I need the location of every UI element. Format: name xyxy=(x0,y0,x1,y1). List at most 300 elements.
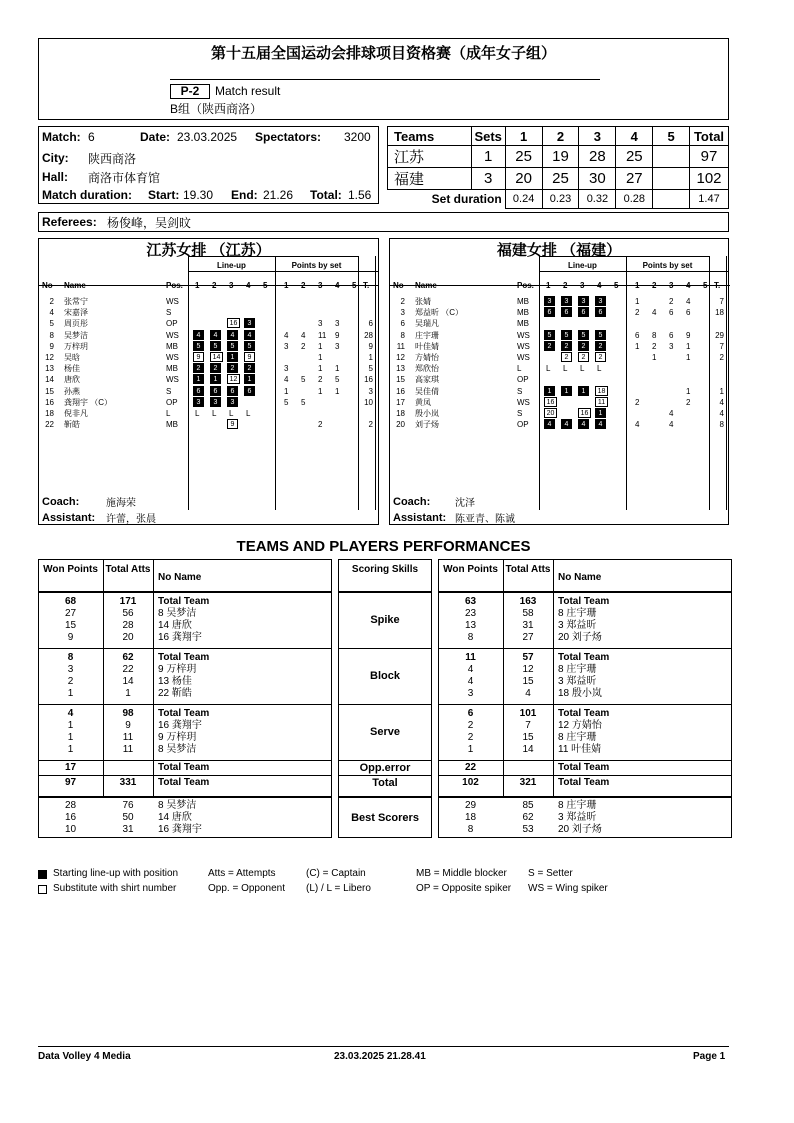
starting-position-mark: 4 xyxy=(561,419,572,429)
player-name: 郑欣怡 xyxy=(415,364,439,374)
sets-header: Sets xyxy=(471,127,505,146)
grid-line xyxy=(38,285,379,286)
set-col-header: 5 xyxy=(263,281,268,290)
player-row xyxy=(38,330,379,341)
player-atts: 15 xyxy=(522,676,534,687)
player-won-points: 8 xyxy=(467,632,474,643)
player-name: 20 刘子炀 xyxy=(558,632,602,643)
player-name: 方婧怡 xyxy=(415,353,439,362)
best-scorer-points: 18 xyxy=(464,812,477,823)
player-row xyxy=(389,363,729,374)
player-row xyxy=(389,419,729,430)
starting-position-mark: 5 xyxy=(544,330,555,340)
player-position: L xyxy=(166,409,171,418)
set-duration-row xyxy=(388,190,729,209)
player-position: MB xyxy=(166,364,178,374)
performances-title: TEAMS AND PLAYERS PERFORMANCES xyxy=(236,538,531,555)
player-number: 18 xyxy=(396,409,405,418)
player-name: 唐欣 xyxy=(64,375,80,385)
total-col-header: T. xyxy=(714,281,721,290)
set1-header: 1 xyxy=(505,127,542,146)
starting-position-mark: 1 xyxy=(544,386,555,396)
starting-position-mark: 4 xyxy=(578,419,589,429)
player-name: 万梓玥 xyxy=(64,341,88,351)
best-scorer-name: 3 郑益昕 xyxy=(558,812,597,823)
player-name: 张婧 xyxy=(415,297,431,306)
pos-header: Pos. xyxy=(166,281,183,290)
player-name: 龚翔宇 （C） xyxy=(64,397,112,407)
total-header: Total xyxy=(690,127,729,146)
player-number: 14 xyxy=(45,375,54,385)
best-scorer-name: 20 刘子炀 xyxy=(558,824,602,835)
libero-mark: L xyxy=(546,364,551,374)
city-value: 陕西商洛 xyxy=(88,152,137,166)
grid-line xyxy=(503,559,504,592)
player-position: WS xyxy=(517,397,530,407)
set-points: 3 xyxy=(335,319,340,329)
starting-position-mark: 6 xyxy=(595,307,606,317)
set-points: 4 xyxy=(669,420,674,430)
player-won-points: 13 xyxy=(464,620,477,631)
set-points: 5 xyxy=(335,375,340,385)
set4-header: 4 xyxy=(616,127,653,146)
set-points: 1 xyxy=(318,353,323,362)
player-name: 9 万梓玥 xyxy=(158,664,197,675)
starting-position-mark: 5 xyxy=(578,330,589,340)
player-number: 9 xyxy=(49,341,54,351)
starting-position-mark: 4 xyxy=(595,419,606,429)
player-position: L xyxy=(517,364,522,374)
player-name: 12 方婧怡 xyxy=(558,720,602,731)
starting-position-mark: 2 xyxy=(578,341,589,351)
grid-line xyxy=(389,285,730,286)
set-points: 9 xyxy=(686,330,691,340)
team-won-points: 11 xyxy=(465,652,476,663)
substitute-mark: 11 xyxy=(595,397,608,407)
libero-mark: L xyxy=(246,409,251,418)
set-points: 3 xyxy=(318,319,323,329)
starting-position-mark: 5 xyxy=(227,341,238,351)
player-number: 20 xyxy=(396,420,405,430)
total-points: 97 xyxy=(64,777,77,788)
team-won-points: 6 xyxy=(467,708,474,719)
set-score: 25 xyxy=(505,146,542,168)
total-team-label: Total Team xyxy=(158,762,210,773)
player-total-points: 5 xyxy=(368,364,373,374)
player-total-points: 3 xyxy=(368,386,373,396)
teamB-assistants: 陈亚青、陈诚 xyxy=(455,514,515,525)
set-col-header: 5 xyxy=(352,281,357,290)
player-row xyxy=(38,307,379,318)
total-team-label: Total Team xyxy=(558,596,610,607)
player-won-points: 4 xyxy=(467,676,474,687)
substitute-mark: 16 xyxy=(544,397,557,407)
teamB-coach: 沈泽 xyxy=(455,498,475,509)
player-name: 刘子炀 xyxy=(415,420,439,430)
footer-divider xyxy=(38,1046,729,1047)
set-score: 19 xyxy=(542,146,579,168)
player-number: 13 xyxy=(45,364,54,374)
hall-label: Hall: xyxy=(42,170,69,184)
set-points: 2 xyxy=(301,341,306,351)
spectators-value: 3200 xyxy=(344,130,371,144)
legend-opp: Opp. = Opponent xyxy=(208,883,286,894)
best-scorer-name: 8 庄宇珊 xyxy=(558,800,597,811)
starting-position-mark: 3 xyxy=(227,397,238,407)
starting-position-mark: 3 xyxy=(193,397,204,407)
player-atts: 22 xyxy=(122,664,134,675)
starting-position-mark: 4 xyxy=(210,330,221,340)
libero-mark: L xyxy=(563,364,568,374)
player-row xyxy=(389,318,729,329)
lineup-header: Line-up xyxy=(568,261,597,270)
player-row xyxy=(389,330,729,341)
set-points: 4 xyxy=(284,330,289,340)
teamB-name: 福建女排 （福建） xyxy=(496,242,622,259)
teamA-coach: 施海荣 xyxy=(106,498,136,509)
player-name: 18 殷小岚 xyxy=(558,688,602,699)
player-atts: 12 xyxy=(522,664,534,675)
substitute-mark: 2 xyxy=(595,352,606,362)
player-atts: 27 xyxy=(522,632,534,643)
best-scorer-atts: 31 xyxy=(122,824,134,835)
total-team-label: Total Team xyxy=(158,652,210,663)
best-scorer-points: 16 xyxy=(64,812,77,823)
teams-header: Teams xyxy=(388,127,472,146)
team-name: 江苏 xyxy=(388,146,472,168)
set-points: 1 xyxy=(318,364,323,374)
player-name: 8 吴梦洁 xyxy=(158,744,197,755)
lineup-header: Line-up xyxy=(217,261,246,270)
libero-mark: L xyxy=(212,409,217,418)
scoring-skills-header: Scoring Skills xyxy=(351,564,419,575)
player-atts: 20 xyxy=(122,632,134,643)
player-number: 16 xyxy=(45,397,54,407)
set-col-header: 4 xyxy=(246,281,251,290)
player-won-points: 2 xyxy=(467,732,474,743)
set-points: 6 xyxy=(686,308,691,318)
grid-line xyxy=(338,775,432,776)
player-number: 3 xyxy=(400,308,405,318)
player-name: 周页彤 xyxy=(64,319,88,329)
player-name: 11 叶佳婧 xyxy=(558,744,602,755)
player-name: 殷小岚 xyxy=(415,409,439,418)
total-col-header: T. xyxy=(363,281,370,290)
starting-position-mark: 6 xyxy=(227,386,238,396)
player-position: WS xyxy=(166,330,179,340)
set-score: 25 xyxy=(542,168,579,190)
player-name: 倪非凡 xyxy=(64,409,88,418)
won-points-header: Won Points xyxy=(443,564,498,575)
starting-position-mark: 1 xyxy=(210,374,221,384)
player-name: 靳皓 xyxy=(64,420,80,430)
set-col-header: 5 xyxy=(614,281,619,290)
set-points: 2 xyxy=(669,297,674,306)
player-name: 高家琪 xyxy=(415,375,439,385)
spectators-label: Spectators: xyxy=(255,130,322,144)
player-name: 杨佳 xyxy=(64,364,80,374)
grid-line xyxy=(438,760,732,761)
set-points: 2 xyxy=(635,308,640,318)
teamA-roster xyxy=(38,238,379,525)
starting-position-mark: 6 xyxy=(544,307,555,317)
set-points: 3 xyxy=(335,341,340,351)
grid-line xyxy=(503,592,504,797)
scoreboard-row-teamB xyxy=(388,168,729,190)
player-number: 4 xyxy=(49,308,54,318)
starting-position-mark: 2 xyxy=(595,341,606,351)
match-number: 6 xyxy=(88,130,95,144)
best-scorers-label: Best Scorers xyxy=(351,812,419,824)
legend-substitute: Substitute with shirt number xyxy=(53,883,177,894)
team-won-points: 63 xyxy=(464,596,477,607)
legend-middle-blocker: MB = Middle blocker xyxy=(416,868,507,879)
teamA-name: 江苏女排 （江苏） xyxy=(146,242,271,259)
player-row xyxy=(38,352,379,363)
player-row xyxy=(38,419,379,430)
set-points: 1 xyxy=(686,386,691,396)
player-position: S xyxy=(517,386,523,396)
scoreboard-table xyxy=(387,126,729,209)
player-total-points: 9 xyxy=(368,341,373,351)
best-scorer-points: 8 xyxy=(467,824,474,835)
total-score: 97 xyxy=(690,146,729,168)
grid-line xyxy=(553,592,554,797)
player-atts: 11 xyxy=(122,732,134,743)
set-col-header: 1 xyxy=(284,281,289,290)
player-won-points: 3 xyxy=(467,688,474,699)
player-number: 17 xyxy=(396,397,405,407)
set-col-header: 2 xyxy=(563,281,568,290)
player-number: 8 xyxy=(400,330,405,340)
grid-line xyxy=(38,704,332,705)
set-col-header: 4 xyxy=(686,281,691,290)
substitute-mark: 9 xyxy=(193,352,204,362)
starting-position-mark: 1 xyxy=(561,386,572,396)
set-points: 9 xyxy=(335,330,340,340)
set-duration xyxy=(653,190,690,209)
start-label: Start: xyxy=(148,188,180,202)
set-col-header: 4 xyxy=(335,281,340,290)
starting-position-mark: 6 xyxy=(193,386,204,396)
set-points: 1 xyxy=(335,364,340,374)
player-position: WS xyxy=(517,341,530,351)
hall-value: 商洛市体育馆 xyxy=(88,171,161,185)
starting-position-mark: 3 xyxy=(595,296,606,306)
substitute-mark: 14 xyxy=(210,352,223,362)
player-name: 吴梦洁 xyxy=(64,330,88,340)
set-points: 4 xyxy=(284,375,289,385)
set-duration: 0.32 xyxy=(579,190,616,209)
player-row xyxy=(389,307,729,318)
set-col-header: 1 xyxy=(635,281,640,290)
starting-position-mark: 2 xyxy=(227,363,238,373)
player-won-points: 1 xyxy=(67,732,74,743)
team-atts: 163 xyxy=(519,596,537,607)
player-row xyxy=(389,374,729,385)
player-row xyxy=(38,341,379,352)
starting-position-mark: 4 xyxy=(544,419,555,429)
libero-mark: L xyxy=(229,409,234,418)
best-scorer-atts: 50 xyxy=(122,812,134,823)
grid-line xyxy=(553,559,554,592)
team-atts: 57 xyxy=(522,652,534,663)
set-duration-label: Set duration xyxy=(388,190,506,209)
grid-line xyxy=(188,256,358,257)
start-value: 19.30 xyxy=(183,188,214,202)
total-team-label: Total Team xyxy=(558,777,610,788)
opp-error-points: 22 xyxy=(464,762,477,773)
player-won-points: 3 xyxy=(67,664,74,675)
set-col-header: 3 xyxy=(580,281,585,290)
pos-header: Pos. xyxy=(517,281,534,290)
player-total-points: 16 xyxy=(364,375,373,385)
player-total-points: 2 xyxy=(719,353,724,362)
best-scorer-atts: 53 xyxy=(522,824,534,835)
no-header: No xyxy=(42,281,53,290)
total-points: 102 xyxy=(462,777,479,788)
team-won-points: 68 xyxy=(64,596,77,607)
substitute-mark: 16 xyxy=(578,408,591,418)
name-header: Name xyxy=(415,281,437,290)
starting-position-mark: 5 xyxy=(595,330,606,340)
player-position: MB xyxy=(517,308,529,318)
scoreboard-header-row xyxy=(388,127,729,146)
player-total-points: 28 xyxy=(364,330,373,340)
player-position: WS xyxy=(517,330,530,340)
player-number: 15 xyxy=(45,386,54,396)
player-number: 2 xyxy=(49,297,54,306)
starting-position-mark: 6 xyxy=(210,386,221,396)
city-label: City: xyxy=(42,151,69,165)
substitute-mark: 18 xyxy=(595,386,608,396)
starting-position-mark: 5 xyxy=(193,341,204,351)
player-name: 13 杨佳 xyxy=(158,676,192,687)
player-row xyxy=(38,318,379,329)
set-score xyxy=(653,168,690,190)
player-name: 8 吴梦洁 xyxy=(158,608,197,619)
set-points: 8 xyxy=(652,330,657,340)
set-score: 28 xyxy=(579,146,616,168)
set-col-header: 2 xyxy=(301,281,306,290)
team-atts: 62 xyxy=(122,652,134,663)
player-number: 8 xyxy=(49,330,54,340)
set-points: 6 xyxy=(635,330,640,340)
player-row xyxy=(38,386,379,397)
set-points: 6 xyxy=(669,330,674,340)
total-team-label: Total Team xyxy=(158,777,210,788)
player-atts: 15 xyxy=(522,732,534,743)
player-atts: 4 xyxy=(525,688,531,699)
set-points: 3 xyxy=(669,341,674,351)
set-col-header: 1 xyxy=(546,281,551,290)
player-number: 18 xyxy=(45,409,54,418)
player-position: S xyxy=(166,308,172,318)
player-row xyxy=(389,296,729,307)
best-scorer-name: 8 吴梦洁 xyxy=(158,800,197,811)
player-won-points: 1 xyxy=(67,688,74,699)
teamA-assistant-label: Assistant: xyxy=(42,512,96,524)
teamA-coach-label: Coach: xyxy=(42,496,80,508)
date-label: Date: xyxy=(140,130,171,144)
referees-names: 杨俊峰，吴剑旼 xyxy=(107,216,192,230)
grid-line xyxy=(539,256,709,257)
player-row xyxy=(38,363,379,374)
referees-label: Referees: xyxy=(42,215,97,229)
player-position: WS xyxy=(166,375,179,385)
footer-page: Page 1 xyxy=(693,1051,726,1062)
opp-error-label: Opp.error xyxy=(359,762,411,774)
player-total-points: 7 xyxy=(719,297,724,306)
player-total-points: 2 xyxy=(368,420,373,430)
teamB-coach-label: Coach: xyxy=(393,496,431,508)
libero-mark: L xyxy=(580,364,585,374)
player-total-points: 6 xyxy=(368,319,373,329)
set-points: 3 xyxy=(284,364,289,374)
best-scorer-atts: 85 xyxy=(522,800,534,811)
set-score: 25 xyxy=(616,146,653,168)
total-score: 102 xyxy=(690,168,729,190)
points-header: Points by set xyxy=(642,261,693,270)
set-points: 1 xyxy=(318,341,323,351)
set-points: 2 xyxy=(318,375,323,385)
set-col-header: 2 xyxy=(212,281,217,290)
player-name: 9 万梓玥 xyxy=(158,732,197,743)
set3-header: 3 xyxy=(579,127,616,146)
player-position: MB xyxy=(166,341,178,351)
player-won-points: 1 xyxy=(467,744,474,755)
substitute-mark: 16 xyxy=(227,318,240,328)
player-name: 孙燕 xyxy=(64,386,80,396)
player-position: OP xyxy=(517,420,529,430)
no-name-header: No Name xyxy=(158,572,202,583)
match-label: Match: xyxy=(42,130,81,144)
total-duration: 1.47 xyxy=(690,190,729,209)
starting-position-mark: 1 xyxy=(227,352,238,362)
player-name: 8 庄宇珊 xyxy=(558,608,597,619)
doc-code: P-2 xyxy=(170,84,210,99)
grid-line xyxy=(539,271,729,272)
teamB-assistant-label: Assistant: xyxy=(393,512,447,524)
player-row xyxy=(389,341,729,352)
total-label: Total: xyxy=(310,188,342,202)
player-number: 12 xyxy=(45,353,54,362)
player-atts: 9 xyxy=(125,720,131,731)
set-points: 1 xyxy=(635,341,640,351)
team-won-points: 8 xyxy=(67,652,74,663)
starting-position-mark: 2 xyxy=(210,363,221,373)
player-position: WS xyxy=(166,353,179,362)
player-total-points: 29 xyxy=(715,330,724,340)
player-won-points: 9 xyxy=(67,632,74,643)
player-number: 13 xyxy=(396,364,405,374)
legend-starting-lineup: Starting line-up with position xyxy=(53,868,179,879)
set-score: 27 xyxy=(616,168,653,190)
set-score: 30 xyxy=(579,168,616,190)
grid-line xyxy=(153,559,154,592)
player-won-points: 1 xyxy=(67,720,74,731)
footer-software: Data Volley 4 Media xyxy=(38,1051,131,1062)
player-total-points: 8 xyxy=(719,420,724,430)
team-name: 福建 xyxy=(388,168,472,190)
best-scorer-atts: 62 xyxy=(522,812,534,823)
header-divider xyxy=(170,79,600,80)
player-name: 吴晗 xyxy=(64,353,80,362)
starting-position-mark: 2 xyxy=(561,341,572,351)
player-row xyxy=(38,374,379,385)
set-duration: 0.24 xyxy=(505,190,542,209)
player-row xyxy=(389,408,729,419)
